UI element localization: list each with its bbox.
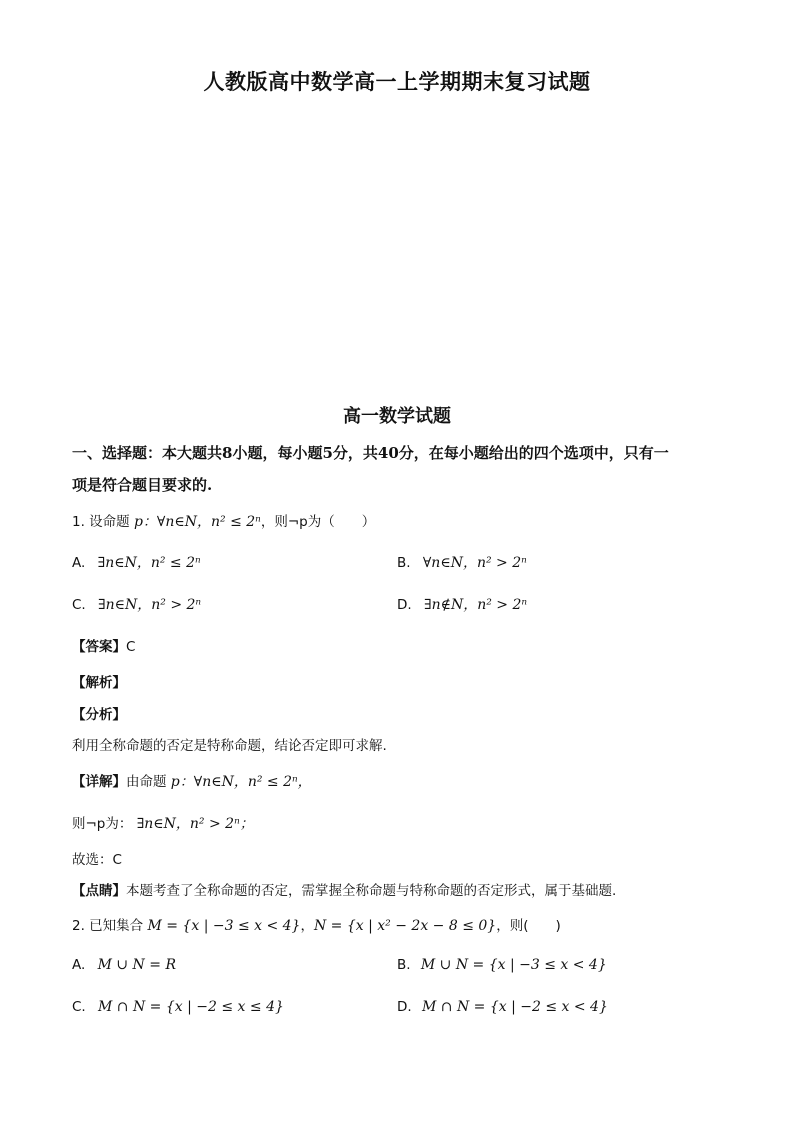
q2-option-a [72,957,176,973]
q2-option-d [397,999,608,1015]
question-1-number-text: 1. 设命题 [72,514,130,530]
q1-option-c-label: C. [72,597,86,613]
dianjing-text: 本题考查了全称命题的否定，需掌握全称命题与特称命题的否定形式，属于基础题. [126,883,617,899]
q1-answer [72,635,135,655]
xiangjie-text: 由命题 [126,774,167,790]
q1-option-c-math: ∃n∈N，n² > 2ⁿ [98,597,202,613]
jiexi-tag: 【解析】 [72,675,126,691]
question-1-stem [72,510,375,531]
xiangjie-line [72,770,312,791]
document-title: 人教版高中数学高一上学期期末复习试题 [203,69,591,94]
q1-option-d [397,594,527,614]
q2-option-a-math: M ∪ N = R [97,957,176,973]
q1-option-a-label: A. [72,555,86,571]
q2-option-b [397,957,607,973]
q2-option-d-label: D. [397,999,412,1015]
instruction-line-2: 项是符合题目要求的. [72,476,213,494]
answer-tag: 【答案】 [72,639,126,655]
answer-value: C [126,639,136,655]
q1-option-b-label: B. [397,555,411,571]
question-2-sep: ， [300,918,314,934]
xiangjie-math: p：∀n∈N，n² ≤ 2ⁿ， [170,774,312,790]
q2-option-b-math: M ∪ N = {x | −3 ≤ x < 4} [420,957,607,973]
negation-math: ∃n∈N，n² > 2ⁿ； [136,816,254,832]
q1-option-b-math: ∀n∈N，n² > 2ⁿ [422,555,527,571]
fenxi-tag: 【分析】 [72,707,126,723]
question-2-set-n: N = {x | x² − 2x − 8 ≤ 0} [313,918,497,934]
q1-option-a [72,552,201,572]
choose-line: 故选：C [72,852,122,868]
negation-text: 则¬p为： [72,816,133,832]
section-title: 高一数学试题 [343,406,451,427]
q1-option-a-math: ∃n∈N，n² ≤ 2ⁿ [97,555,201,571]
q2-option-c [72,999,284,1015]
question-2-number-text: 2. 已知集合 [72,918,144,934]
q2-option-c-math: M ∩ N = {x | −2 ≤ x ≤ 4} [98,999,284,1015]
question-2-set-m: M = {x | −3 ≤ x < 4} [147,918,301,934]
q2-option-c-label: C. [72,999,86,1015]
q2-option-a-label: A. [72,957,86,973]
dianjing-tag: 【点睛】 [72,883,126,899]
q1-option-c [72,594,201,614]
q1-option-d-math: ∃n∉N，n² > 2ⁿ [423,597,528,613]
xiangjie-tag: 【详解】 [72,774,126,790]
instruction-line-1: 一、选择题：本大题共8小题，每小题5分，共40分，在每小题给出的四个选项中，只有一 [72,444,669,462]
q1-option-d-label: D. [397,597,412,613]
question-1-proposition: p：∀n∈N，n² ≤ 2ⁿ [133,514,261,530]
question-2-stem [72,914,561,934]
question-1-tail: ，则¬p为（ ） [260,514,376,530]
negation-line [72,812,254,833]
q2-option-b-label: B. [397,957,411,973]
dianjing-line [72,879,616,899]
question-2-tail: ，则( ) [496,918,561,934]
q2-option-d-math: M ∩ N = {x | −2 ≤ x < 4} [421,999,608,1015]
q1-option-b [397,552,527,572]
fenxi-text: 利用全称命题的否定是特称命题，结论否定即可求解. [72,738,387,754]
